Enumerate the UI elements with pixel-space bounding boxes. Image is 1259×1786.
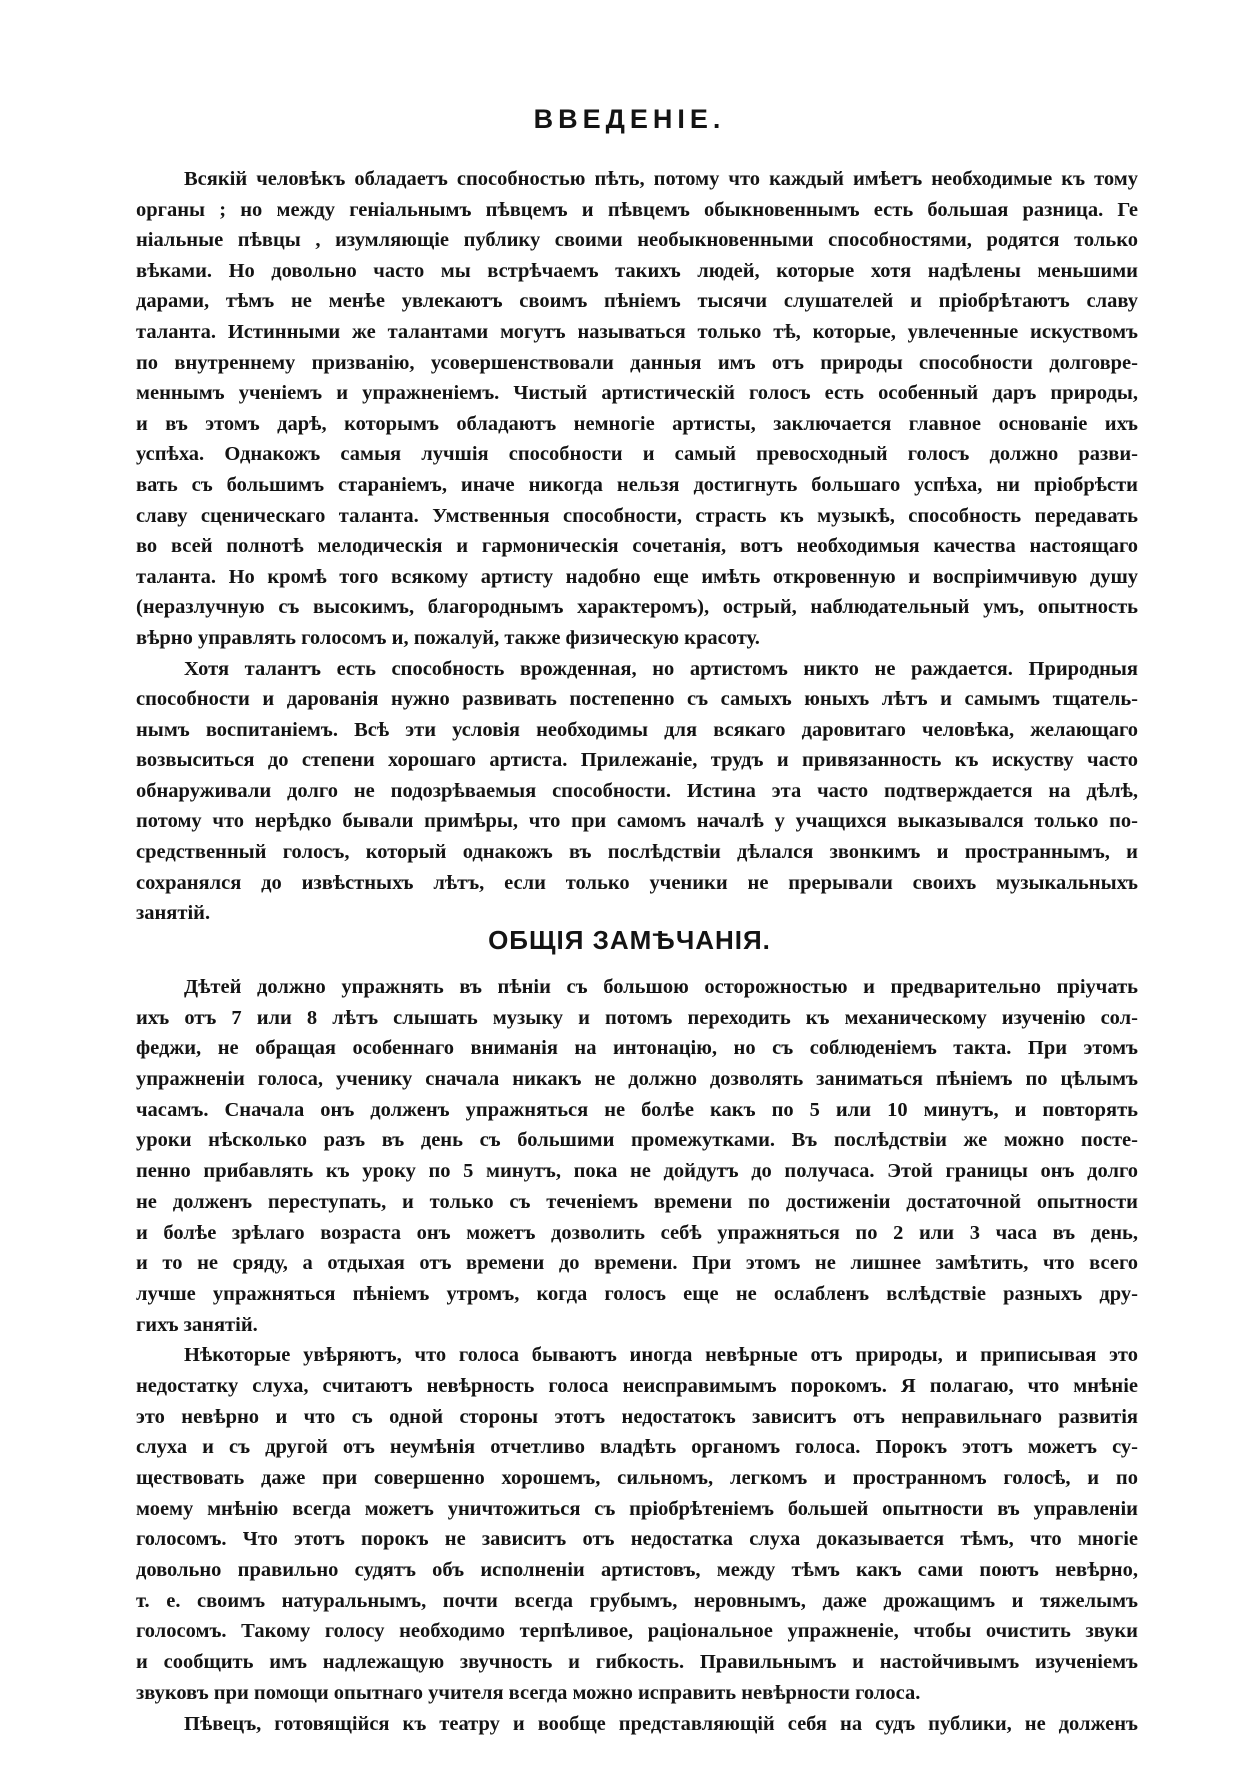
general-remarks-text [136, 972, 1138, 1739]
text-line: способности и дарованія нужно развивать постепенно съ самыхъ юныхъ лѣтъ и самымъ тщатель- [136, 688, 1138, 711]
text-line: занятій. [136, 902, 211, 925]
section-title-general-remarks: ОБЩІЯ ЗАМѢЧАНІЯ. [488, 925, 771, 955]
text-line: слуха и съ другой отъ неумѣнія отчетливо владѣть органомъ голоса. Порокъ этотъ можетъ су- [136, 1436, 1138, 1459]
text-line: славу сценическаго таланта. Умственныя способности, страсть къ музыкѣ, способность передавать [136, 504, 1138, 527]
text-line: таланта. Истинными же талантами могутъ называться только тѣ, которые, увлеченные искуствомъ [136, 320, 1138, 343]
text-line: и въ этомъ дарѣ, которымъ обладаютъ немногіе артисты, заключается главное основаніе ихъ [136, 412, 1138, 435]
text-line: (неразлучную съ высокимъ, благороднымъ характеромъ), острый, наблюдательный умъ, опытность [136, 596, 1138, 619]
text-line: меннымъ ученіемъ и упражненіемъ. Чистый артистическій голосъ есть особенный даръ природы, [136, 382, 1138, 405]
text-line: потому что нерѣдко бывали примѣры, что при самомъ началѣ у учащихся выказывался только по- [136, 810, 1138, 833]
text-line: вѣрно управлять голосомъ и, пожалуй, также физическую красоту. [136, 626, 760, 649]
text-line: дарами, тѣмъ не менѣе увлекаютъ своимъ пѣніемъ тысячи слушателей и пріобрѣтаютъ славу [136, 290, 1138, 313]
text-line: довольно правильно судятъ объ исполненіи артистовъ, между тѣмъ какъ сами поютъ невѣрно, [136, 1559, 1138, 1582]
text-line: Дѣтей должно упражнять въ пѣніи съ большою осторожностью и предварительно пріучать [184, 976, 1138, 998]
text-line: во всей полнотѣ мелодическія и гармоническія сочетанія, вотъ необходимыя качества настоящаго [136, 535, 1138, 558]
text-line: гихъ занятій. [136, 1313, 258, 1336]
text-line: ихъ отъ 7 или 8 лѣтъ слышать музыку и потомъ переходить къ механическому изученію сол- [136, 1006, 1138, 1029]
text-line: и болѣе зрѣлаго возраста онъ можетъ дозволить себѣ упражняться по 2 или 3 часа въ день, [136, 1221, 1138, 1244]
text-line: ніальные пѣвцы , изумляющіе публику своими необыкновенными способностями, родятся только [136, 229, 1138, 252]
text-line: Нѣкоторые увѣряютъ, что голоса бываютъ иногда невѣрные отъ природы, и приписывая это [184, 1344, 1138, 1367]
text-line: успѣха. Однакожъ самыя лучшія способности и самый превосходный голосъ должно разви- [136, 443, 1138, 466]
text-line: феджи, не обращая особеннаго вниманія на интонацію, но съ соблюденіемъ такта. При этомъ [136, 1037, 1138, 1060]
text-line: звуковъ при помощи опытнаго учителя всегда можно исправить невѣрности голоса. [136, 1681, 921, 1704]
section-title-introduction: ВВЕДЕНІЕ. [533, 104, 726, 134]
text-line: часамъ. Сначала онъ долженъ упражняться не болѣе какъ по 5 или 10 минутъ, и повторять [136, 1098, 1138, 1121]
text-line: голосомъ. Что этотъ порокъ не зависитъ отъ недостатка слуха доказывается тѣмъ, что многіе [136, 1528, 1138, 1551]
text-line: по внутреннему призванію, усовершенствовали данныя имъ отъ природы способности долговре- [136, 351, 1138, 374]
text-line: и сообщить имъ надлежащую звучность и гибкость. Правильнымъ и настойчивымъ изученіемъ [136, 1651, 1138, 1674]
text-line: пенно прибавлять къ уроку по 5 минутъ, пока не дойдутъ до получаса. Этой границы онъ долго [136, 1160, 1138, 1183]
text-line: Пѣвецъ, готовящійся къ театру и вообще представляющій себя на судъ публики, не долженъ [184, 1712, 1138, 1735]
text-line: Хотя талантъ есть способность врожденная, но артистомъ никто не раждается. Природныя [184, 657, 1138, 680]
text-line: вѣками. Но довольно часто мы встрѣчаемъ такихъ людей, которые хотя надѣлены меньшими [136, 259, 1138, 282]
text-line: обнаруживали долго не подозрѣваемыя способности. Истина эта часто подтверждается на дѣлѣ, [136, 779, 1138, 802]
text-line: возвыситься до степени хорошаго артиста. Прилежаніе, трудъ и привязанность къ искуству часто [136, 749, 1138, 772]
text-line: вать съ большимъ стараніемъ, иначе никогда нельзя достигнуть большаго успѣха, ни пріобрѣсти [136, 473, 1138, 496]
text-line: средственный голосъ, который однакожъ въ послѣдствіи дѣлался звонкимъ и пространнымъ, и [136, 841, 1138, 864]
text-line: моему мнѣнію всегда можетъ уничтожиться съ пріобрѣтеніемъ большей опытности въ управленіи [136, 1497, 1138, 1520]
text-line: голосомъ. Такому голосу необходимо терпѣливое, раціональное упражненіе, чтобы очистить звуки [136, 1620, 1138, 1643]
text-line: таланта. Но кромѣ того всякому артисту надобно еще имѣть откровенную и воспріимчивую душу [136, 565, 1138, 588]
text-line: недостатку слуха, считаютъ невѣрность голоса неисправимымъ порокомъ. Я полагаю, что мнѣніе [136, 1374, 1138, 1397]
text-line: уроки нѣсколько разъ въ день съ большими промежутками. Въ послѣдствіи же можно посте- [136, 1129, 1138, 1152]
text-line: лучше упражняться пѣніемъ утромъ, когда голосъ еще не ослабленъ вслѣдствіе разныхъ дру- [136, 1282, 1138, 1305]
text-line: это невѣрно и что съ одной стороны этотъ недостатокъ зависитъ отъ неправильнаго развитія [136, 1405, 1138, 1428]
text-line: т. е. своимъ натуральнымъ, почти всегда грубымъ, неровнымъ, даже дрожащимъ и тяжелымъ [136, 1589, 1138, 1612]
text-line: органы ; но между геніальнымъ пѣвцемъ и пѣвцемъ обыкновеннымъ есть большая разница. Ге [136, 198, 1138, 221]
text-line: нымъ воспитаніемъ. Всѣ эти условія необходимы для всякаго даровитаго человѣка, желающаго [136, 718, 1138, 741]
text-line: Всякій человѣкъ обладаетъ способностью пѣть, потому что каждый имѣетъ необходимые къ тому [184, 168, 1138, 190]
text-line: и то не сряду, а отдыхая отъ времени до времени. При этомъ не лишнее замѣтить, что всего [136, 1252, 1138, 1275]
text-line: сохранялся до извѣстныхъ лѣтъ, если только ученики не прерывали своихъ музыкальныхъ [136, 871, 1138, 894]
text-line: не долженъ переступать, и только съ теченіемъ времени по достиженіи достаточной опытности [136, 1190, 1138, 1213]
text-line: ществовать даже при совершенно хорошемъ, сильномъ, легкомъ и пространномъ голосѣ, и по [136, 1467, 1138, 1489]
text-line: упражненіи голоса, ученику сначала никакъ не должно дозволять заниматься пѣніемъ по цѣлымъ [136, 1068, 1138, 1091]
introduction-text [136, 164, 1138, 929]
